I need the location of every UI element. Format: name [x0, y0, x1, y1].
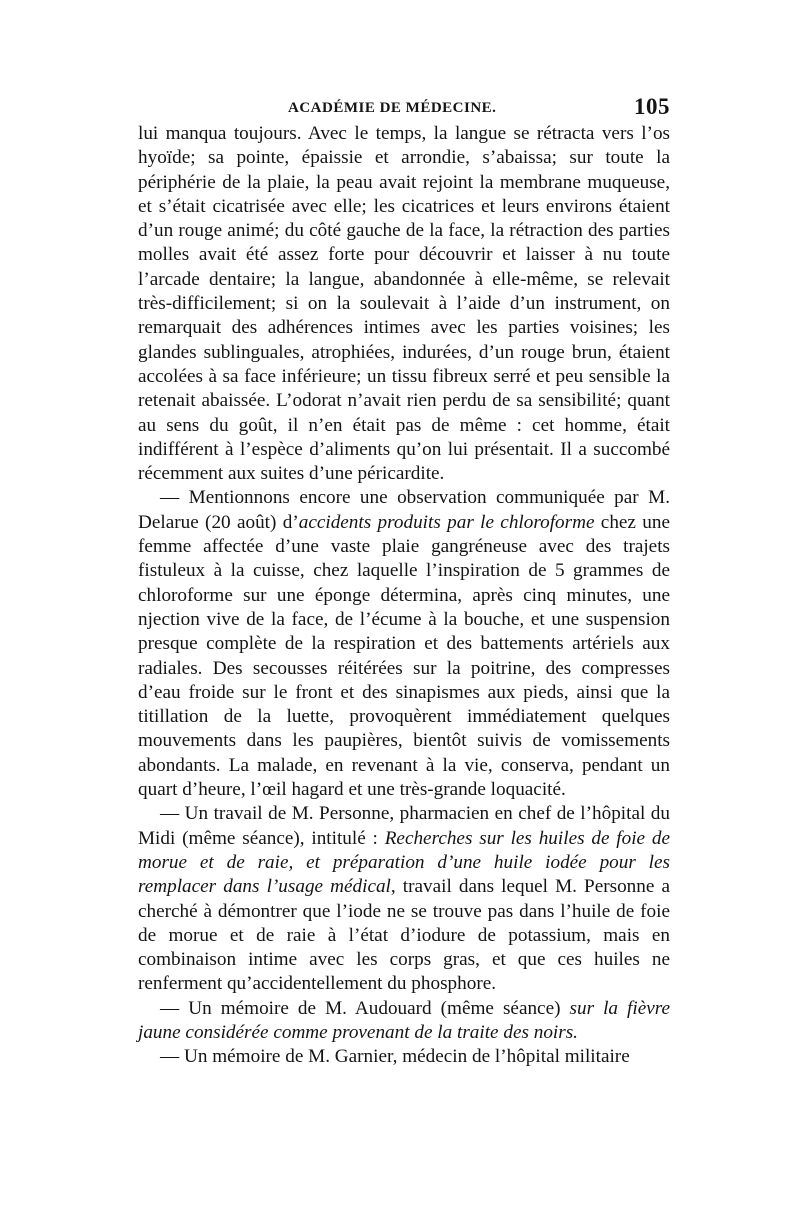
paragraph-text: — Un mémoire de M. Garnier, médecin de l’hôpital militaire — [160, 1046, 630, 1068]
paragraph-text: lui manqua toujours. Avec le temps, la langue se rétracta vers l’os hyoïde; sa pointe, épaissie et arrondie, s’abaissa; sur toute la périphérie de la plaie, la peau avait rejoint la membrane muqueuse, et s’était cicatrisée avec elle; les cicatrices et leurs environs étaient d’un rouge animé; du côté gauche de la face, la rétraction des parties molles avait été assez forte pour découvrir et laisser à nu toute l’arcade dentaire; la langue, abandonnée à elle-même, se relevait très-difficilement; si on la soulevait à l’aide d’un instrument, on remarquait des adhérences intimes avec les parties voisines; les glandes sublinguales, atrophiées, indurées, d’un rouge brun, étaient accolées à sa face inférieure; un tissu fibreux serré et peu sensible la retenait abaissée. L’odorat n’avait rien perdu de sa sensibilité; quant au sens du goût, il n’en était pas de même : cet homme, était indifférent à l’espèce d’aliments qu’on lui présentait. Il a succombé récemment aux suites d’une péricardite. — [138, 123, 670, 485]
book-page — [138, 92, 670, 1070]
paragraph-audouard — [138, 997, 670, 1046]
running-header — [138, 92, 670, 122]
paragraph-lead: — Un travail de M. Personne, pharmacien en chef de l’hôpital du Midi (même séance), intitulé : — [138, 803, 670, 849]
paragraph-delarue — [138, 486, 670, 802]
italic-title: Recherches sur les huiles de foie de morue et de raie, et préparation d’une huile iodée pour les remplacer dans l’usage médical — [138, 827, 670, 898]
paragraph-lead: — Mentionnons encore une observation communiquée par M. Delarue (20 août) d’ — [138, 487, 670, 533]
paragraph-continuation — [138, 122, 670, 486]
paragraph-rest: chez une femme affectée d’une vaste plaie gangréneuse avec des trajets fistuleux à la cuisse, chez laquelle l’inspiration de 5 grammes de chloroforme sur une éponge détermina, après cinq minutes, une njection vive de la face, de l’écume à la bouche, et une suspension presque complète de la respiration et des battements artériels aux radiales. Des secousses réitérées sur la poitrine, des compresses d’eau froide sur le front et des sinapismes aux pieds, ainsi que la titillation de la luette, provoquèrent immédiatement quelques mouvements dans les paupières, bientôt suivis de vomissements abondants. La malade, en revenant à la vie, conserva, pendant un quart d’heure, l’œil hagard et une très-grande loquacité. — [138, 511, 670, 801]
paragraph-rest: , travail dans lequel M. Personne a cherché à démontrer que l’iode ne se trouve pas dans l’huile de foie de morue et de raie à l’état d’iodure de potassium, mais en combinaison intime avec les corps gras, et que ces huiles ne renferment qu’accidentellement du phosphore. — [138, 876, 670, 995]
body-text — [138, 122, 670, 1070]
paragraph-personne — [138, 802, 670, 996]
page-number: 105 — [634, 94, 670, 119]
paragraph-garnier — [138, 1045, 670, 1069]
paragraph-lead: — Un mémoire de M. Audouard (même séance) — [160, 997, 570, 1019]
running-title: ACADÉMIE DE MÉDECINE. — [288, 100, 497, 116]
italic-title: sur la fièvre jaune considérée comme provenant de la traite des noirs. — [138, 997, 670, 1043]
italic-title: accidents produits par le chloroforme — [298, 511, 595, 533]
